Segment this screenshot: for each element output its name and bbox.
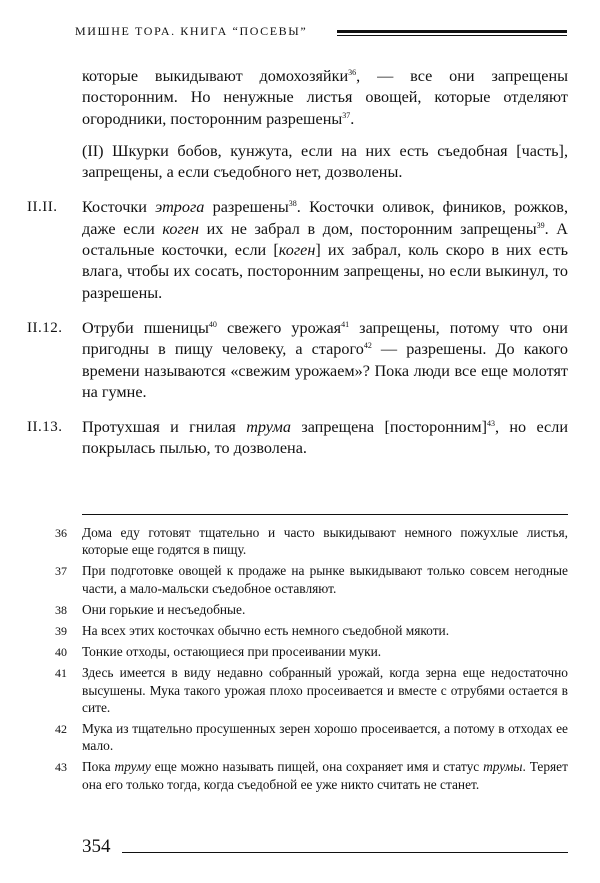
text-run: , — все они запрещены посторонним. Но ненужные листья овощей, которые отделяют огородники, посторонним разрешены	[82, 67, 568, 128]
page-footer	[82, 836, 568, 866]
footnote-42	[0, 720, 568, 754]
footnote-40	[0, 643, 568, 660]
italic-term: этрога	[155, 198, 205, 217]
header-rule-thin	[337, 35, 567, 36]
text-run: .	[350, 109, 355, 128]
text-run: . Косточки оливок, фиников, рожков, даже если	[82, 198, 568, 238]
text-run: (II) Шкурки бобов, кунжута, если на них есть съедобная [часть], запрещены, а если съедобного нет, дозволены.	[82, 141, 568, 182]
text-run: которые выкидывают домохозяйки	[82, 67, 349, 85]
text-run: ] их забрал, коль скоро в них есть влага, чтобы их сосать, посторонним запрещены, но если выкинул, то разрешены.	[82, 241, 569, 302]
footnote-ref-36[interactable]: 36	[348, 68, 357, 77]
paragraph-halakha-13	[0, 417, 568, 460]
running-head-title: МИШНЕ ТОРА. КНИГА “ПОСЕВЫ”	[75, 24, 308, 38]
footnote-number: 37	[55, 564, 67, 579]
footnote-39	[0, 622, 568, 639]
footnotes	[0, 524, 600, 797]
footnote-number: 40	[55, 645, 67, 660]
text-run: Протухшая и гнилая	[82, 418, 247, 437]
footnote-number: 36	[55, 526, 67, 540]
footnote-ref-39[interactable]: 39	[536, 220, 545, 230]
text-run: Отруби пшеницы	[82, 318, 209, 337]
footer-rule	[122, 852, 568, 853]
italic-term: коген	[278, 241, 316, 260]
footnote-text: Они горькие и несъедобные.	[82, 601, 246, 617]
italic-term: трумы	[483, 759, 523, 775]
footnote-number: 41	[55, 666, 67, 681]
text-run: разрешены	[204, 198, 289, 217]
footnote-ref-40[interactable]: 40	[208, 319, 217, 329]
footnote-text: Здесь имеется в виду недавно собранный урожай, когда зерна еще недостаточно высушены. Мука такого урожая плохо просеивается и вместе с отрубями остается в сите.	[82, 665, 568, 715]
italic-term: трума	[246, 418, 291, 437]
footnote-text: . Теряет она его только тогда, когда съедобной ее уже никто считать не станет.	[82, 759, 568, 792]
footnote-text: Мука из тщательно просушенных зерен хорошо просеивается, а потому в отходах ее мало.	[82, 721, 568, 754]
footnote-37	[0, 562, 568, 596]
text-run: . А остальные косточки, если [	[82, 219, 568, 260]
footnote-41	[0, 664, 568, 716]
footnote-number: 38	[55, 602, 67, 617]
footnote-number: 42	[55, 722, 67, 737]
text-run: , но если покрылась пылью, то дозволена.	[82, 418, 568, 458]
paragraph-halakha-12	[0, 318, 568, 403]
running-head	[75, 20, 567, 40]
footnote-text: Тонкие отходы, остающиеся при просеивании муки.	[82, 644, 382, 660]
text-run: их не забрал в дом, посторонним запрещены	[198, 219, 537, 238]
page-number: 354	[82, 836, 111, 857]
footnote-separator	[82, 514, 568, 515]
text-run: — разрешены. До какого времени называются «свежим урожаем»? Пока люди все еще молотят на гумне.	[82, 340, 568, 401]
footnote-ref-38[interactable]: 38	[288, 199, 297, 209]
main-text	[0, 66, 600, 460]
footnote-36	[0, 524, 568, 558]
text-run: запрещены, потому что они пригодны в пищу человеку, а старого	[82, 318, 568, 359]
paragraph-section-2	[0, 141, 568, 184]
text-run: Косточки	[82, 198, 156, 217]
footnote-ref-41[interactable]: 41	[341, 319, 350, 329]
footnote-number: 43	[55, 760, 67, 775]
footnote-text: еще можно называть пищей, она сохраняет имя и статус	[150, 759, 484, 775]
footnote-text: Пока	[82, 759, 115, 775]
footnote-text: При подготовке овощей к продаже на рынке выкидывают только совсем негодные части, а мало-мальски съедобное оставляют.	[82, 563, 568, 596]
footnote-38	[0, 601, 568, 618]
footnote-ref-37[interactable]: 37	[342, 110, 351, 120]
paragraph-halakha-11	[0, 197, 568, 303]
text-run: свежего урожая	[216, 318, 342, 337]
footnote-number: 39	[55, 624, 67, 639]
footnote-ref-43[interactable]: 43	[486, 419, 495, 429]
header-rule-thick	[337, 30, 567, 33]
footnote-ref-42[interactable]: 42	[363, 341, 372, 351]
text-run: запрещена [посторонним]	[290, 418, 487, 437]
halakha-number: II.12.	[27, 319, 63, 336]
footnote-43	[0, 758, 568, 792]
paragraph-continued	[0, 66, 568, 130]
footnote-text: Дома еду готовят тщательно и часто выкидывают немного пожухлые листья, которые еще годятся в пищу.	[82, 525, 568, 558]
footnote-text: На всех этих косточках обычно есть немного съедобной мякоти.	[82, 623, 450, 639]
italic-term: труму	[114, 759, 151, 775]
halakha-number: II.II.	[27, 199, 58, 216]
italic-term: коген	[162, 219, 199, 238]
halakha-number: II.13.	[27, 419, 63, 436]
